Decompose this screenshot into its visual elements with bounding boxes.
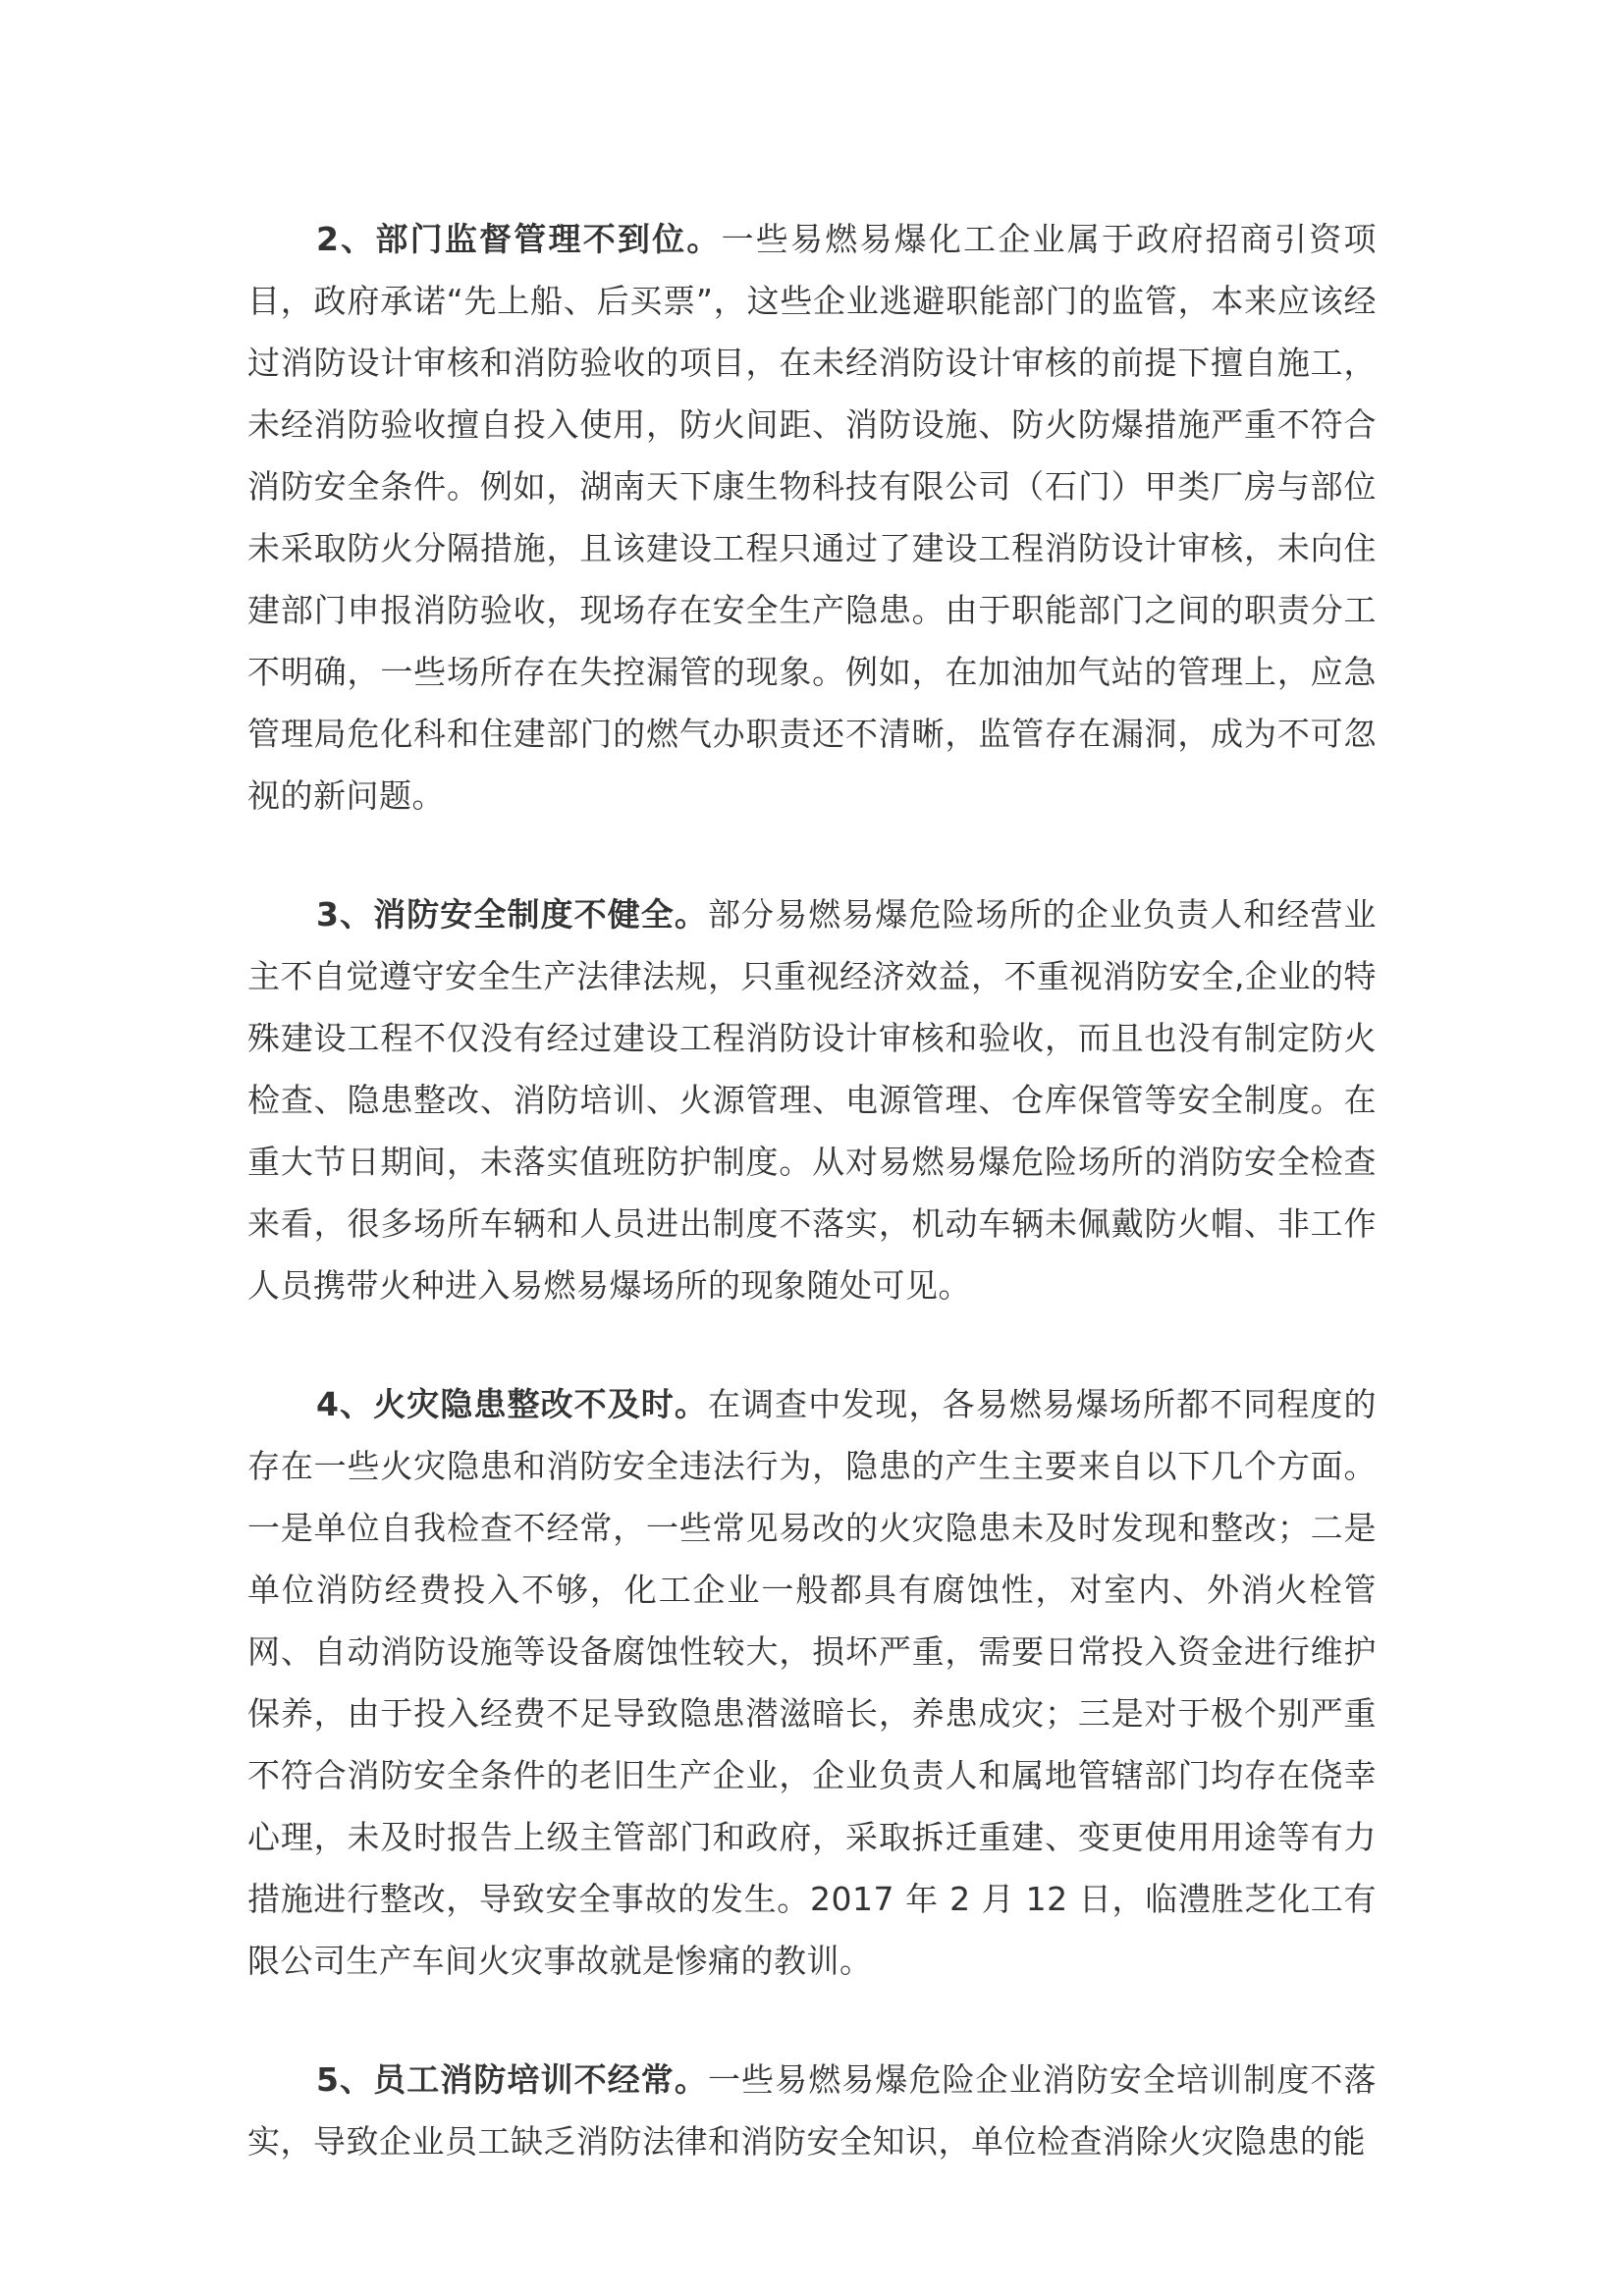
paragraph-heading: 2、部门监督管理不到位。: [316, 220, 722, 258]
paragraph-heading: 5、员工消防培训不经常。: [316, 2060, 708, 2099]
paragraph-supervision: [247, 208, 1377, 827]
paragraph-hazard-rectification: [247, 1373, 1377, 1992]
paragraph-body: 一些易燃易爆危险企业消防安全培训制度不落实，导致企业员工缺乏消防法律和消防安全知识，单位检查消除火灾隐患的能: [247, 2060, 1378, 2161]
paragraph-safety-system: [247, 883, 1377, 1316]
paragraph-body: 一些易燃易爆化工企业属于政府招商引资项目，政府承诺“先上船、后买票”，这些企业逃避职能部门的监管，本来应该经过消防设计审核和消防验收的项目，在未经消防设计审核的前提下擅自施工，未经消防验收擅自投入使用，防火间距、消防设施、防火防爆措施严重不符合消防安全条件。例如，湖南天下康生物科技有限公司（石门）甲类厂房与部位未采取防火分隔措施，且该建设工程只通过了建设工程消防设计审核，未向住建部门申报消防验收，现场存在安全生产隐患。由于职能部门之间的职责分工不明确，一些场所存在失控漏管的现象。例如，在加油加气站的管理上，应急管理局危化科和住建部门的燃气办职责还不清晰，监管存在漏洞，成为不可忽视的新问题。: [247, 220, 1377, 815]
paragraph-heading: 4、火灾隐患整改不及时。: [316, 1385, 708, 1423]
paragraph-heading: 3、消防安全制度不健全。: [316, 895, 708, 934]
paragraph-body: 在调查中发现，各易燃易爆场所都不同程度的存在一些火灾隐患和消防安全违法行为，隐患的产生主要来自以下几个方面。一是单位自我检查不经常，一些常见易改的火灾隐患未及时发现和整改；二是单位消防经费投入不够，化工企业一般都具有腐蚀性，对室内、外消火栓管网、自动消防设施等设备腐蚀性较大，损坏严重，需要日常投入资金进行维护保养，由于投入经费不足导致隐患潜滋暗长，养患成灾；三是对于极个别严重不符合消防安全条件的老旧生产企业，企业负责人和属地管辖部门均存在侥幸心理，未及时报告上级主管部门和政府，采取拆迁重建、变更使用用途等有力措施进行整改，导致安全事故的发生。2017 年 2 月 12 日，临澧胜芝化工有限公司生产车间火灾事故就是惨痛的教训。: [247, 1385, 1378, 1980]
paragraph-body: 部分易燃易爆危险场所的企业负责人和经营业主不自觉遵守安全生产法律法规，只重视经济效益，不重视消防安全,企业的特殊建设工程不仅没有经过建设工程消防设计审核和验收，而且也没有制定防火检查、隐患整改、消防培训、火源管理、电源管理、仓库保管等安全制度。在重大节日期间，未落实值班防护制度。从对易燃易爆危险场所的消防安全检查来看，很多场所车辆和人员进出制度不落实，机动车辆未佩戴防火帽、非工作人员携带火种进入易燃易爆场所的现象随处可见。: [247, 895, 1378, 1305]
document-page: [247, 208, 1377, 2229]
paragraph-staff-training: [247, 2049, 1377, 2172]
